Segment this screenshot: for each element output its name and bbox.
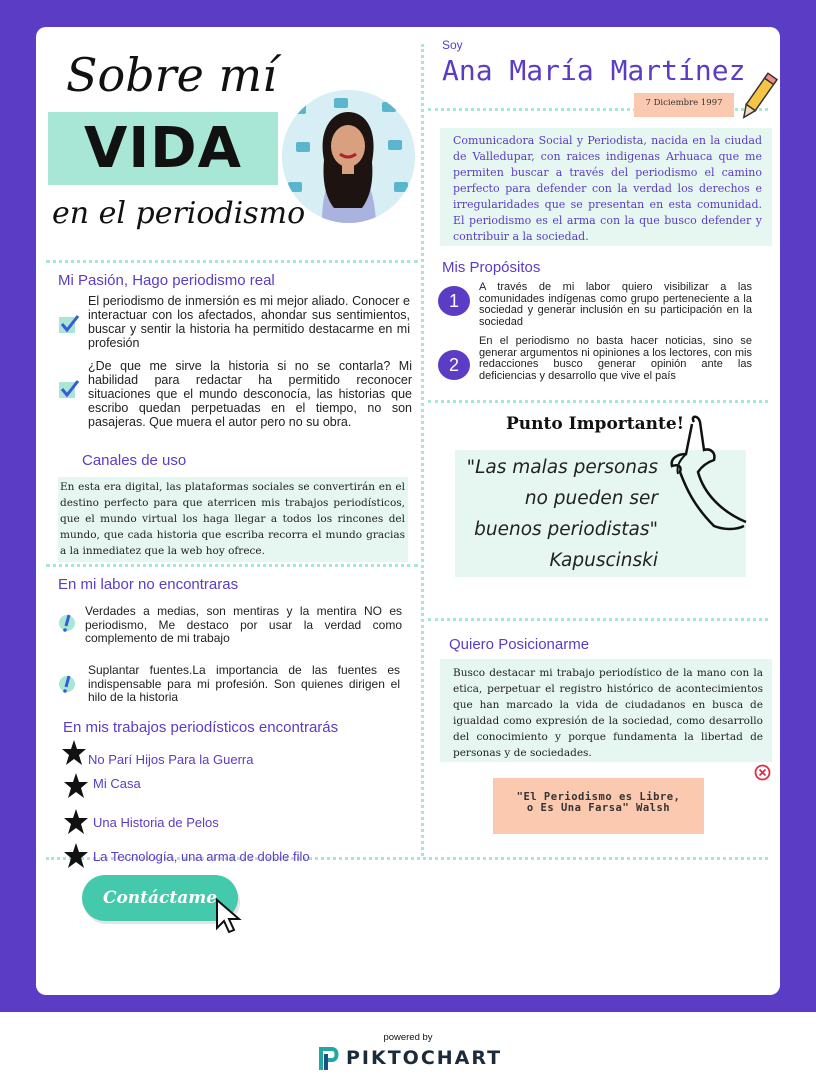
contact-button[interactable]: Contáctame [82, 875, 238, 921]
trabajo-item: La Tecnología, una arma de doble filo [93, 849, 310, 864]
number-badge: 1 [438, 286, 470, 316]
divider [46, 564, 418, 567]
posicionarme-text: Busco destacar mi trabajo periodístico de la mano con la etica, perpetuar el registro histórico de acontecimientos que han marcado la vida de ciudadanos en busca de igualdad como expresión de la sociedad, como desarrollo del conocimiento y porque fundamenta la libertad de personas y de sociedades. [453, 667, 763, 759]
quote-line: buenos periodistas" [474, 519, 658, 540]
pasion-item-1: El periodismo de inmersión es mi mejor aliado. Conocer e interactuar con los afectados, ahondar sus sentimientos, buscar y sentir la historia ha permitido destacarme en mi profesión [88, 294, 410, 350]
title-vida: VIDA [84, 116, 242, 181]
trabajo-item: No Parí Hijos Para la Guerra [88, 752, 254, 767]
check-icon [58, 378, 80, 405]
propositos-title: Mis Propósitos [442, 259, 541, 276]
birth-date-badge: 7 Diciembre 1997 [634, 93, 734, 117]
trabajos-title: En mis trabajos periodísticos encontrarás [63, 719, 339, 736]
piktochart-logo-icon[interactable] [318, 1046, 340, 1077]
trabajo-item: Una Historia de Pelos [93, 815, 219, 830]
star-icon [61, 739, 87, 772]
canales-text: En esta era digital, las plataformas sociales se convertirán en el destino perfecto para que aterricen mis trabajos periodísticos, que el mundo virtual los haga llegar a todos los rincones del mundo, que cada historia que escriba recorra el mundo gracias a la inmediatez que la web hoy ofrece. [60, 481, 405, 557]
divider [428, 400, 768, 403]
proposito-item-1: A través de mi labor quiero visibilizar a las comunidades indígenas como grupo perteneciente a la sociedad y generar inclusión en su participación en la sociedad [479, 281, 752, 328]
intro-text: Comunicadora Social y Periodista, nacida en la ciudad de Valledupar, con raices indigenas Arhuaca que me permiten buscar a través del periodismo el camino perfecto para defender con la verdad los derechos e irregularidades que se presentan en esta comunidad. El periodismo es el arma con la que busco defender y contribuir a la sociedad. [453, 134, 762, 243]
walsh-quote [493, 792, 704, 814]
divider [46, 260, 418, 263]
labor-title: En mi labor no encontraras [58, 576, 239, 593]
star-icon [63, 842, 89, 875]
powered-by-label: powered by [383, 1032, 433, 1043]
name-heading: Ana María Martínez [442, 54, 746, 87]
proposito-item-2: En el periodismo no basta hacer noticias, sino se generar argumentos ni opiniones a los lectores, con mis redacciones busco generar opinión ante las deficiencias y desarrollo que vive el país [479, 335, 752, 382]
exclamation-icon [58, 612, 76, 639]
quote-text [455, 452, 658, 576]
quote-line: "Las malas personas [466, 457, 658, 478]
quote-author: Kapuscinski [549, 550, 658, 571]
pasion-title: Mi Pasión, Hago periodismo real [58, 272, 275, 289]
cursor-icon [214, 898, 242, 939]
close-icon[interactable] [754, 764, 771, 786]
title-periodismo: en el periodismo [52, 196, 306, 231]
star-icon [63, 808, 89, 841]
avatar [282, 90, 415, 223]
labor-item-2: Suplantar fuentes.La importancia de las fuentes es indispensable para mi profesión. Son quienes dirigen el hilo de la historia [88, 663, 400, 704]
divider [428, 618, 768, 621]
soy-label: Soy [442, 38, 463, 52]
walsh-line: "El Periodismo es Libre, [516, 791, 681, 803]
piktochart-brand[interactable]: PIKTOCHART [346, 1047, 503, 1069]
center-divider [421, 44, 424, 856]
check-icon [58, 313, 80, 340]
trabajo-item: Mi Casa [93, 776, 141, 791]
walsh-line: o Es Una Farsa" Walsh [526, 802, 671, 814]
punto-title: Punto Importante! [506, 414, 685, 434]
quote-line: no pueden ser [524, 488, 658, 509]
pointing-finger-icon [664, 414, 750, 539]
exclamation-icon [58, 673, 76, 700]
posicionarme-title: Quiero Posicionarme [449, 636, 590, 653]
labor-item-1: Verdades a medias, son mentiras y la mentira NO es periodismo, Me destaco por usar la verdad como complemento de mi trabajo [85, 604, 402, 645]
pencil-icon [738, 72, 778, 129]
title-sobre-mi: Sobre mí [66, 48, 277, 102]
canales-title: Canales de uso [82, 452, 187, 469]
number-badge: 2 [438, 350, 470, 380]
pasion-item-2: ¿De que me sirve la historia si no se contarla? Mi habilidad para redactar ha permitido reconocer situaciones que el mundo desconocía, las historias que escribo quedan perpetuadas en el tiempo, no son pasajeras. Que muera el autor pero no su obra. [88, 359, 412, 429]
star-icon [63, 772, 89, 805]
